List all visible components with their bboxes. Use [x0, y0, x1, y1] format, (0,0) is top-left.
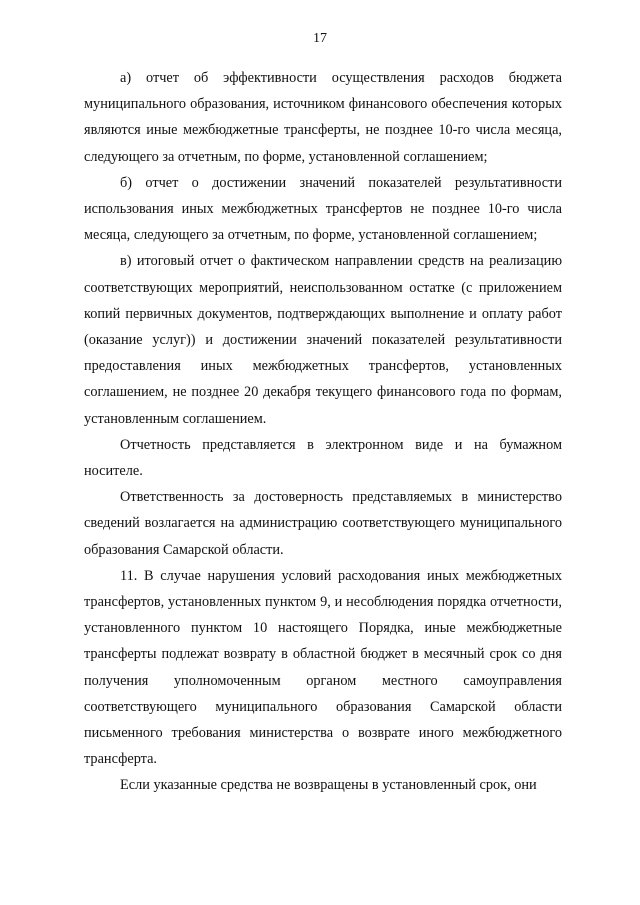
document-body: [84, 65, 562, 799]
paragraph-responsibility: Ответственность за достоверность представляемых в министерство сведений возлагается на администрацию соответствующего муниципального образования Самарской области.: [84, 489, 562, 558]
paragraph-11-violation-return: 11. В случае нарушения условий расходования иных межбюджетных трансфертов, установленных пунктом 9, и несоблюдения порядка отчетности, установленного пунктом 10 настоящего Порядка, иные межбюджетные трансферты подлежат возврату в областной бюджет в месячный срок со дня получения уполномоченным органом местного самоуправления соответствующего муниципального образования Самарской области письменного требования министерства о возврате иного межбюджетного трансферта.: [84, 567, 562, 768]
paragraph-b-report-indicators: б) отчет о достижении значений показателей результативности использования иных межбюджетных трансфертов не позднее 10-го числа месяца, следующего за отчетным, по форме, установленной соглашением;: [84, 174, 562, 244]
paragraph-not-returned: Если указанные средства не возвращены в установленный срок, они: [120, 777, 537, 794]
paragraph-c-final-report: в) итоговый отчет о фактическом направлении средств на реализацию соответствующих мероприятий, неиспользованном остатке (с приложением копий первичных документов, подтверждающих выполнение и оплату работ (оказание услуг)) и достижении значений показателей результативности предоставления иных межбюджетных трансфертов, установленных соглашением, не позднее 20 декабря текущего финансового года по формам, установленным соглашением.: [84, 253, 562, 427]
paragraph-a-report-efficiency: а) отчет об эффективности осуществления расходов бюджета муниципального образования, источником финансового обеспечения которых являются иные межбюджетные трансферты, не позднее 10-го числа месяца, следующего за отчетным, по форме, установленной соглашением;: [84, 70, 562, 165]
paragraph-reporting-format: Отчетность представляется в электронном виде и на бумажном носителе.: [84, 436, 562, 480]
page-number: 17: [313, 31, 327, 46]
